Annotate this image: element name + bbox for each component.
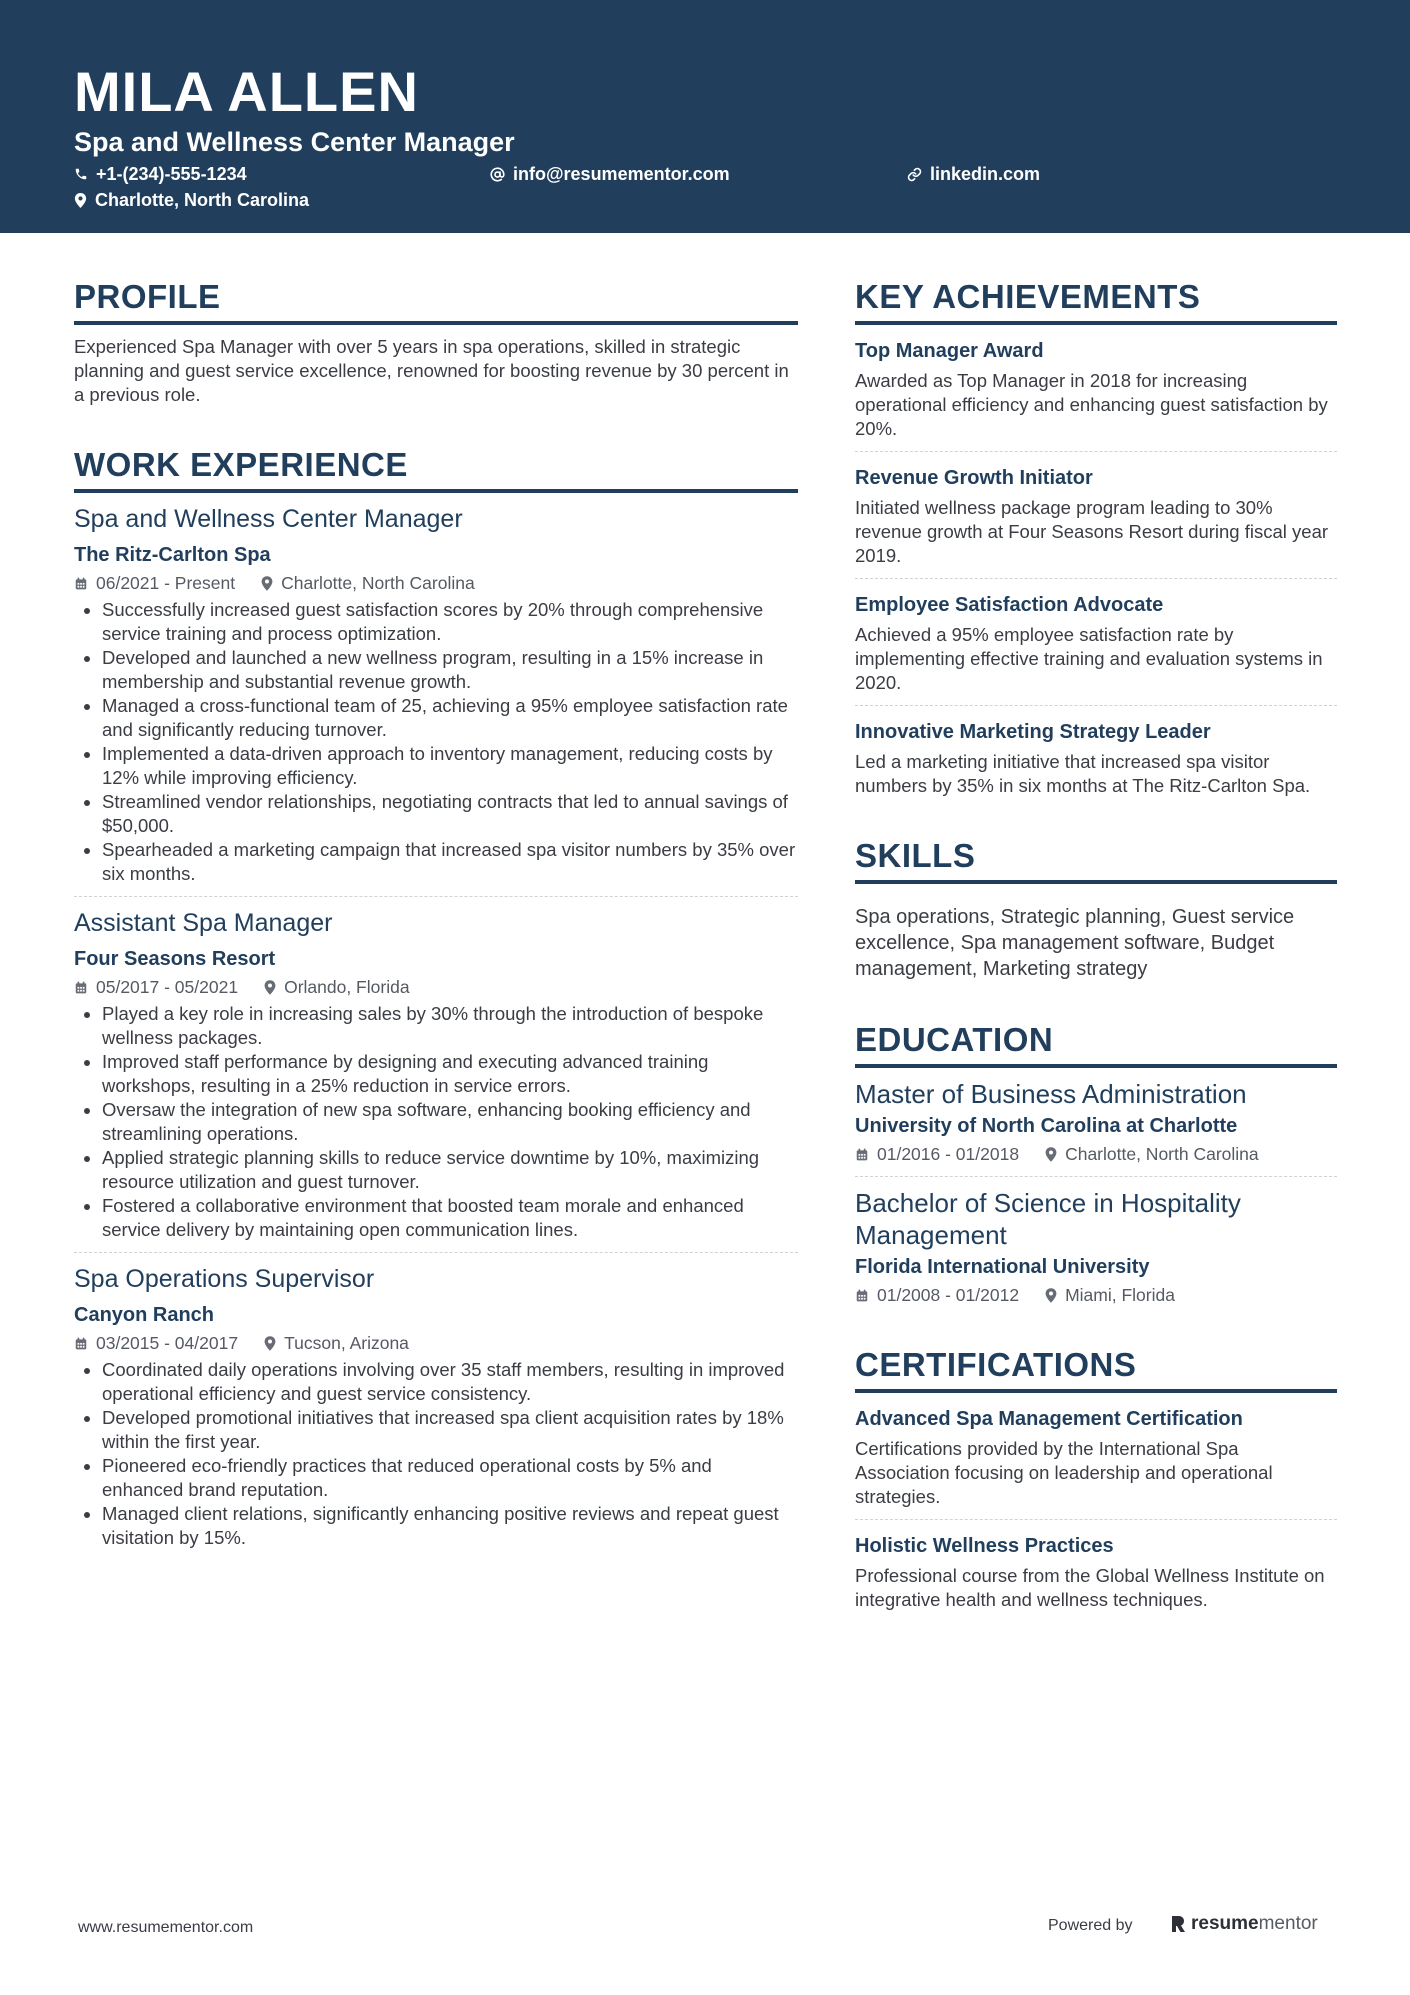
job-entry (74, 503, 798, 886)
job-bullet: • Applied strategic planning skills to reduce service downtime by 10%, maximizing resource utilization and guest turnover. (102, 1146, 798, 1194)
job-bullet: • Streamlined vendor relationships, negotiating contracts that led to annual savings of $50,000. (102, 790, 798, 838)
map-pin-icon (74, 193, 87, 208)
job-dates-text: 03/2015 - 04/2017 (96, 1333, 239, 1353)
brand-bold: resume (1191, 1913, 1259, 1934)
skills-text: Spa operations, Strategic planning, Guest service excellence, Spa management software, Budget management, Marketing strategy (855, 906, 1295, 980)
job-bullet: • Played a key role in increasing sales by 30% through the introduction of bespoke wellness packages. (102, 1002, 798, 1050)
job-location (264, 1331, 409, 1355)
job-title: Assistant Spa Manager (74, 909, 333, 937)
certification-desc: Certifications provided by the International Spa Association focusing on leadership and operational strategies. (855, 1438, 1273, 1507)
certification-title: Advanced Spa Management Certification (855, 1408, 1243, 1430)
job-bullet: • Implemented a data-driven approach to inventory management, reducing costs by 12% while improving efficiency. (102, 742, 798, 790)
map-pin-icon (1045, 1288, 1057, 1303)
phone-icon (74, 167, 88, 181)
job-title: Spa and Wellness Center Manager (74, 505, 463, 533)
education-dates (855, 1283, 1019, 1307)
calendar-icon (74, 1336, 88, 1351)
education-school: Florida International University (855, 1256, 1150, 1278)
achievement-item (855, 591, 1337, 695)
map-pin-icon (264, 980, 276, 995)
footer-powered-by: Powered by (1048, 1917, 1133, 1934)
education-location-text: Miami, Florida (1065, 1285, 1175, 1305)
profile-heading: PROFILE (74, 275, 798, 325)
map-pin-icon (1045, 1147, 1057, 1162)
certifications-heading: CERTIFICATIONS (855, 1343, 1337, 1393)
contact-location (74, 188, 309, 212)
achievement-item (855, 464, 1337, 568)
education-item (855, 1078, 1337, 1166)
education-dates-text: 01/2008 - 01/2012 (877, 1285, 1020, 1305)
resumementor-logo-icon (1170, 1915, 1186, 1933)
job-bullet: • Fostered a collaborative environment that boosted team morale and enhanced service delivery by maintaining open communication lines. (102, 1194, 798, 1242)
achievement-desc: Led a marketing initiative that increased spa visitor numbers by 35% in six months at The Ritz-Carlton Spa. (855, 751, 1311, 796)
job-bullet: • Coordinated daily operations involving over 35 staff members, resulting in improved operational efficiency and guest service consistency. (102, 1358, 798, 1406)
divider (855, 578, 1337, 579)
achievement-title: Revenue Growth Initiator (855, 467, 1093, 489)
job-bullet: • Developed and launched a new wellness program, resulting in a 15% increase in membership and substantial revenue growth. (102, 646, 798, 694)
education-dates (855, 1142, 1019, 1166)
phone-text: +1-(234)-555-1234 (96, 164, 247, 184)
certification-item (855, 1405, 1337, 1509)
email-text: info@resumementor.com (513, 164, 730, 184)
job-bullets (74, 1358, 798, 1550)
map-pin-icon (261, 576, 273, 591)
education-meta (855, 1283, 1337, 1307)
job-dates (74, 975, 238, 999)
education-degree: Master of Business Administration (855, 1079, 1247, 1109)
calendar-icon (855, 1147, 869, 1162)
education-school: University of North Carolina at Charlotte (855, 1115, 1238, 1137)
calendar-icon (74, 576, 88, 591)
achievement-desc: Awarded as Top Manager in 2018 for increasing operational efficiency and enhancing guest satisfaction by 20%. (855, 370, 1328, 439)
job-dates-text: 05/2017 - 05/2021 (96, 977, 239, 997)
brand-light: mentor (1258, 1913, 1318, 1934)
education-meta (855, 1142, 1337, 1166)
job-company: The Ritz-Carlton Spa (74, 544, 271, 566)
job-location (261, 571, 475, 595)
achievement-desc: Initiated wellness package program leading to 30% revenue growth at Four Seasons Resort during fiscal year 2019. (855, 497, 1329, 566)
job-bullet: • Pioneered eco-friendly practices that reduced operational costs by 5% and enhanced brand reputation. (102, 1454, 798, 1502)
achievement-item (855, 718, 1337, 798)
location-text: Charlotte, North Carolina (95, 190, 310, 210)
job-meta (74, 1331, 798, 1355)
candidate-title: Spa and Wellness Center Manager (74, 127, 515, 157)
divider (74, 1252, 798, 1253)
achievements-heading: KEY ACHIEVEMENTS (855, 275, 1337, 325)
achievement-item (855, 337, 1337, 441)
achievement-title: Innovative Marketing Strategy Leader (855, 721, 1211, 743)
job-location-text: Tucson, Arizona (284, 1333, 409, 1353)
achievement-desc: Achieved a 95% employee satisfaction rate by implementing effective training and evaluation systems in 2020. (855, 624, 1323, 693)
job-location (264, 975, 409, 999)
divider (855, 1176, 1337, 1177)
certification-item (855, 1532, 1337, 1612)
job-meta (74, 975, 798, 999)
footer-website-link[interactable]: www.resumementor.com (78, 1919, 254, 1936)
calendar-icon (74, 980, 88, 995)
job-bullets (74, 1002, 798, 1242)
education-item (855, 1187, 1337, 1307)
map-pin-icon (264, 1336, 276, 1351)
job-bullet: • Improved staff performance by designing and executing advanced training workshops, resulting in a 25% reduction in service errors. (102, 1050, 798, 1098)
job-bullets (74, 598, 798, 886)
job-title: Spa Operations Supervisor (74, 1265, 375, 1293)
job-bullet: • Oversaw the integration of new spa software, enhancing booking efficiency and streamlining operations. (102, 1098, 798, 1146)
work-heading: WORK EXPERIENCE (74, 443, 798, 493)
job-bullet: • Successfully increased guest satisfaction scores by 20% through comprehensive service training and process optimization. (102, 598, 798, 646)
job-bullet: • Spearheaded a marketing campaign that increased spa visitor numbers by 35% over six months. (102, 838, 798, 886)
skills-heading: SKILLS (855, 834, 1337, 884)
at-sign-icon (490, 167, 505, 182)
job-company: Four Seasons Resort (74, 948, 276, 970)
job-entry (74, 907, 798, 1242)
divider (855, 1519, 1337, 1520)
divider (855, 451, 1337, 452)
candidate-name: MILA ALLEN (74, 60, 419, 123)
divider (855, 705, 1337, 706)
achievement-title: Top Manager Award (855, 340, 1044, 362)
job-bullet: • Managed a cross-functional team of 25, achieving a 95% employee satisfaction rate and significantly reducing turnover. (102, 694, 798, 742)
left-column (74, 275, 798, 1550)
job-bullet: • Developed promotional initiatives that increased spa client acquisition rates by 18% within the first year. (102, 1406, 798, 1454)
certification-desc: Professional course from the Global Wellness Institute on integrative health and wellness techniques. (855, 1565, 1325, 1610)
footer-brand-logo[interactable] (1170, 1913, 1318, 1935)
contact-phone[interactable] (74, 162, 247, 186)
job-location-text: Orlando, Florida (284, 977, 410, 997)
calendar-icon (855, 1288, 869, 1303)
job-bullet: • Managed client relations, significantly enhancing positive reviews and repeat guest visitation by 15%. (102, 1502, 798, 1550)
contact-email[interactable] (490, 162, 730, 186)
certification-title: Holistic Wellness Practices (855, 1535, 1114, 1557)
education-degree: Bachelor of Science in Hospitality Management (855, 1188, 1241, 1250)
job-entry (74, 1263, 798, 1550)
education-dates-text: 01/2016 - 01/2018 (877, 1144, 1020, 1164)
resume-header (0, 0, 1410, 233)
job-company: Canyon Ranch (74, 1304, 215, 1326)
education-location (1045, 1283, 1175, 1307)
education-location-text: Charlotte, North Carolina (1065, 1144, 1259, 1164)
education-heading: EDUCATION (855, 1018, 1337, 1068)
job-location-text: Charlotte, North Carolina (281, 573, 475, 593)
job-meta (74, 571, 798, 595)
job-dates (74, 1331, 238, 1355)
linkedin-text: linkedin.com (930, 164, 1041, 184)
right-column (855, 275, 1337, 1612)
education-location (1045, 1142, 1259, 1166)
job-dates-text: 06/2021 - Present (96, 573, 236, 593)
achievement-title: Employee Satisfaction Advocate (855, 594, 1164, 616)
link-icon (907, 167, 922, 182)
contact-linkedin[interactable] (907, 162, 1040, 186)
profile-text: Experienced Spa Manager with over 5 years in spa operations, skilled in strategic planning and guest service excellence, renowned for boosting revenue by 30 percent in a previous role. (74, 336, 789, 405)
job-dates (74, 571, 235, 595)
divider (74, 896, 798, 897)
